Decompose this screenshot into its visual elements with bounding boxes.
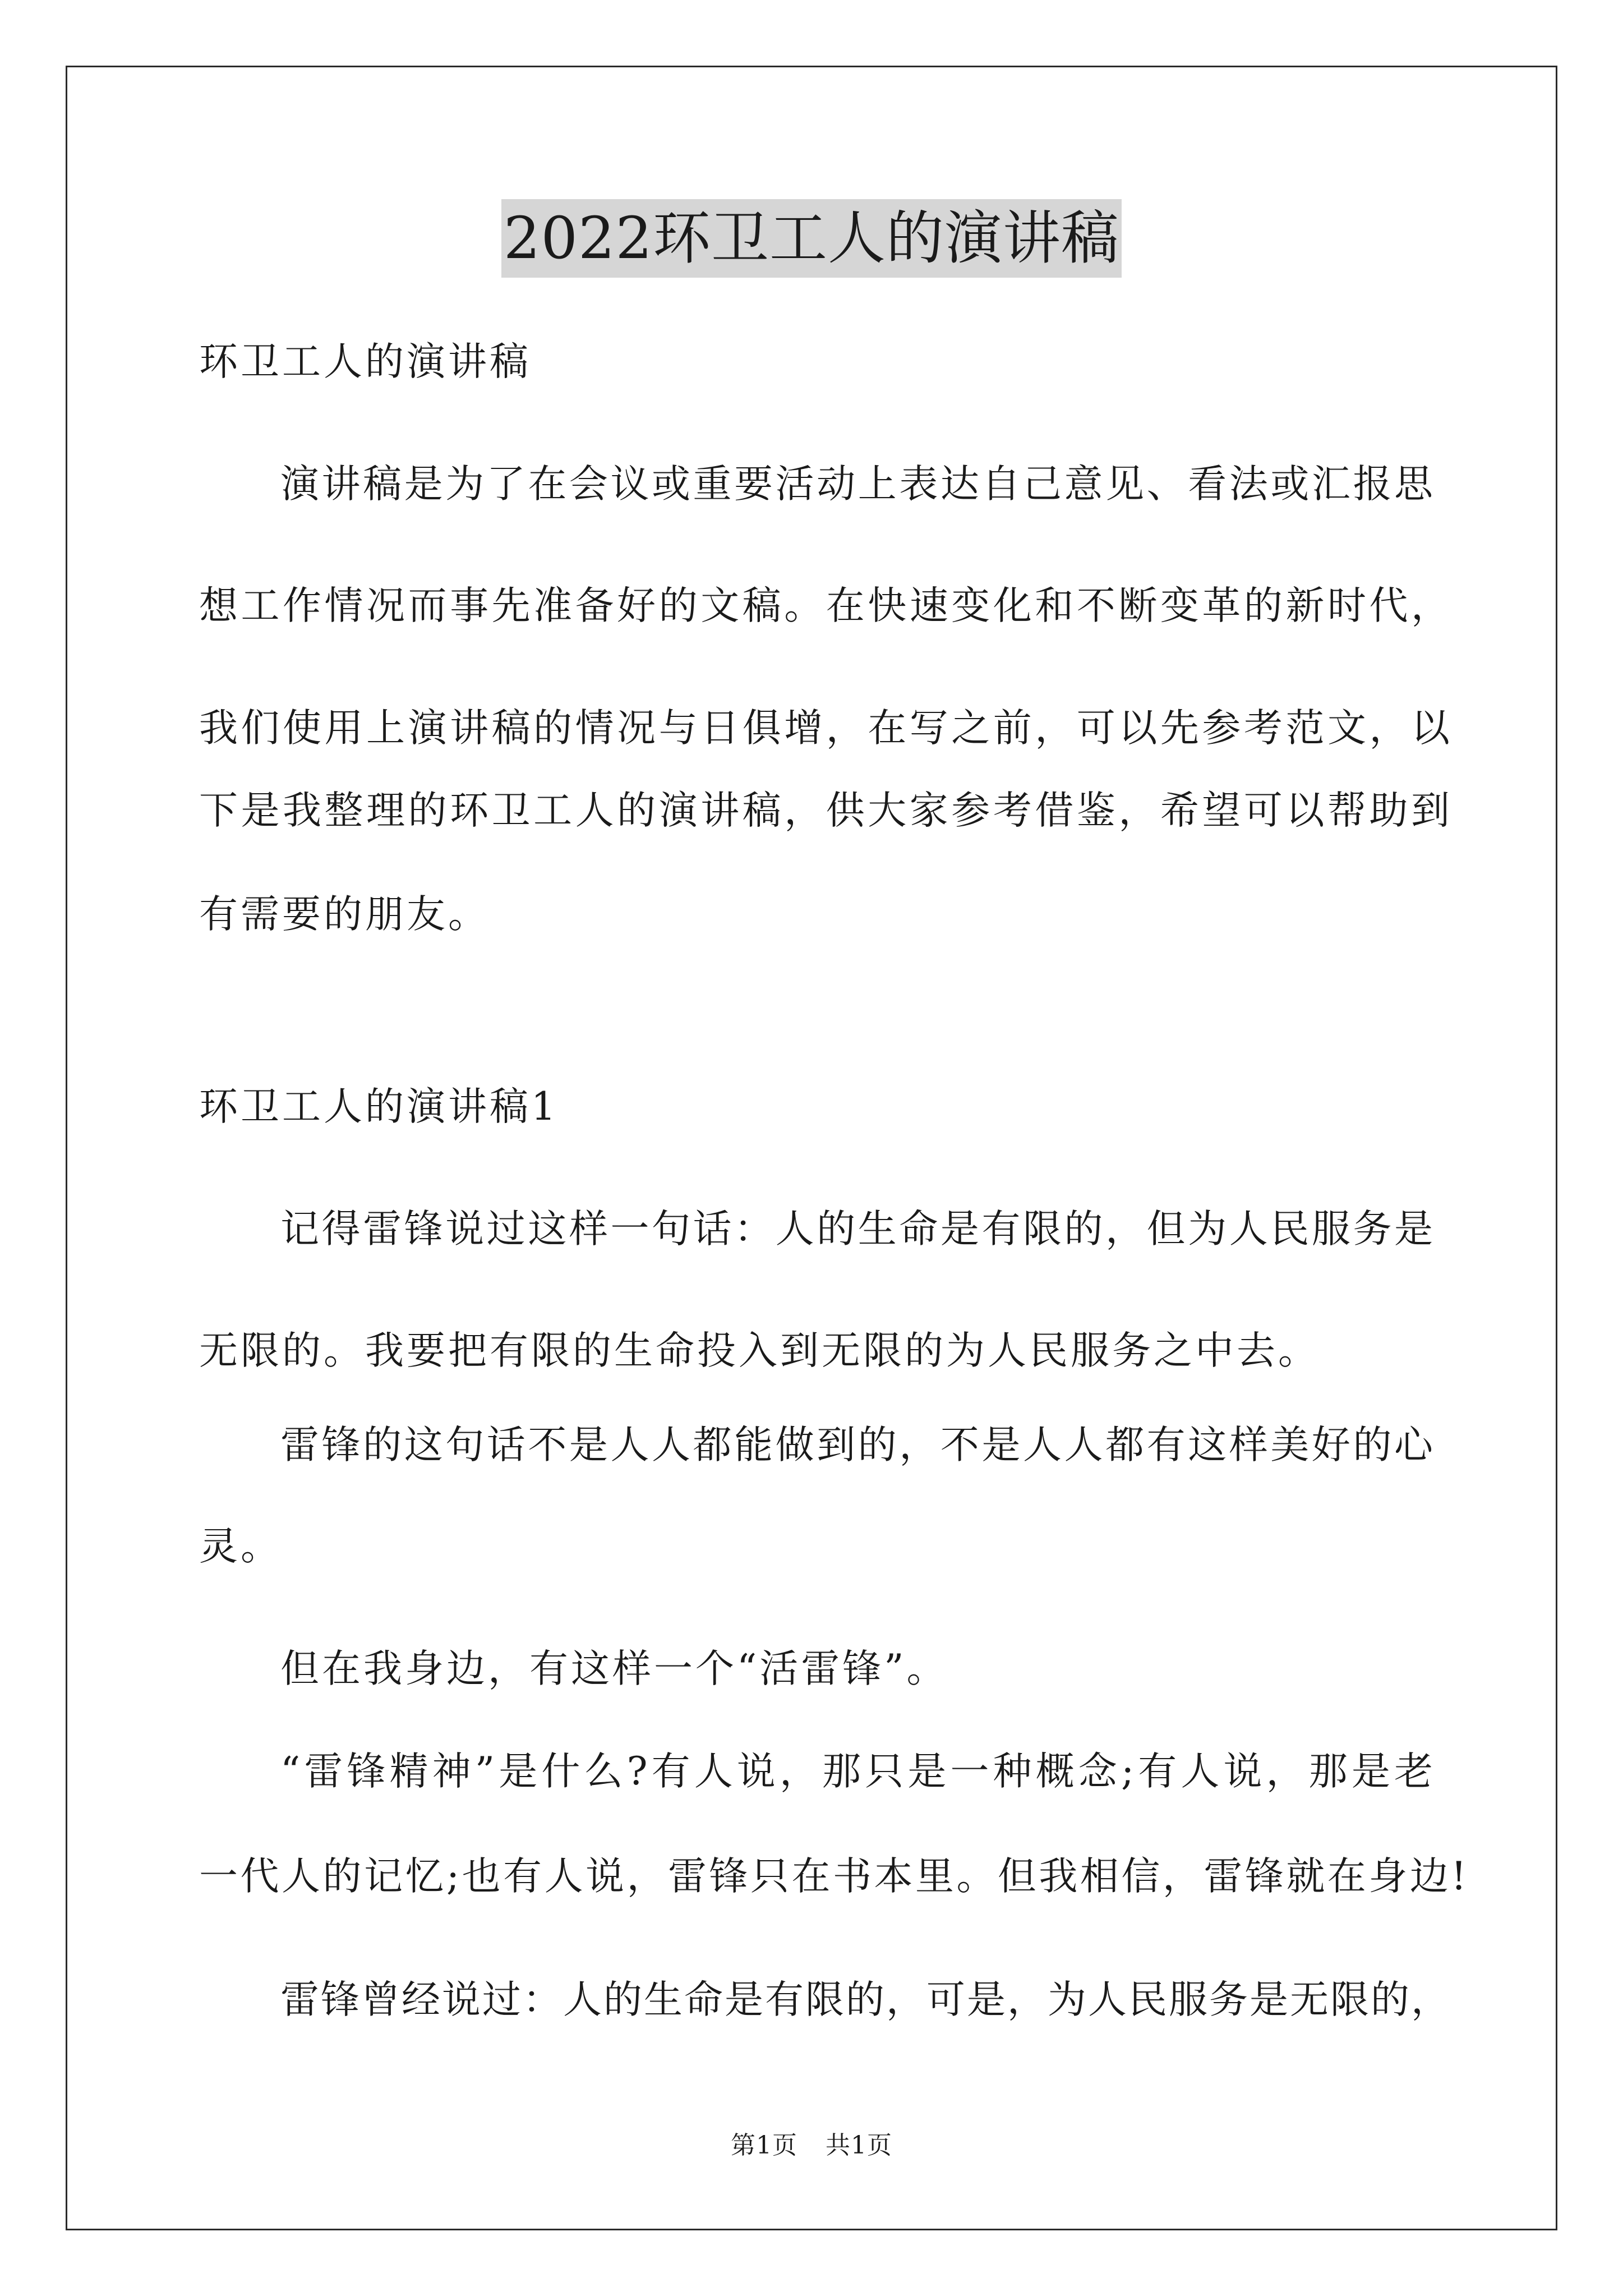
page-footer: [0, 2129, 1623, 2162]
document-title: [0, 199, 1623, 278]
paragraph-line: 雷锋曾经说过：人的生命是有限的，可是，为人民服务是无限的，: [280, 1977, 1450, 2022]
paragraph-line: 但在我身边，有这样一个“活雷锋”。: [280, 1646, 948, 1691]
page-number: 第1页: [731, 2131, 797, 2160]
paragraph-line: 一代人的记忆;也有人说，雷锋只在书本里。但我相信，雷锋就在身边!: [199, 1854, 1467, 1899]
paragraph-line: 有需要的朋友。: [199, 892, 490, 937]
paragraph-line: 灵。: [199, 1524, 282, 1569]
paragraph-line: 无限的。我要把有限的生命投入到无限的为人民服务之中去。: [199, 1328, 1320, 1373]
paragraph-line: 演讲稿是为了在会议或重要活动上表达自己意见、看法或汇报思: [280, 462, 1433, 507]
paragraph-line: 雷锋的这句话不是人人都能做到的，不是人人都有这样美好的心: [280, 1423, 1433, 1467]
document-title-text: 2022环卫工人的演讲稿: [501, 199, 1122, 278]
section-heading: 环卫工人的演讲稿1: [199, 1084, 559, 1129]
paragraph-line: 下是我整理的环卫工人的演讲稿，供大家参考借鉴，希望可以帮助到: [199, 788, 1450, 833]
page-total: 共1页: [826, 2131, 892, 2160]
page-border: [66, 66, 1557, 2230]
paragraph-line: 记得雷锋说过这样一句话：人的生命是有限的，但为人民服务是: [280, 1207, 1433, 1251]
section-heading: 环卫工人的演讲稿: [199, 339, 531, 384]
paragraph-line: 我们使用上演讲稿的情况与日俱增，在写之前，可以先参考范文，以: [199, 706, 1450, 751]
paragraph-line: “雷锋精神”是什么?有人说，那只是一种概念;有人说，那是老: [280, 1749, 1433, 1794]
paragraph-line: 想工作情况而事先准备好的文稿。在快速变化和不断变革的新时代，: [199, 583, 1450, 628]
